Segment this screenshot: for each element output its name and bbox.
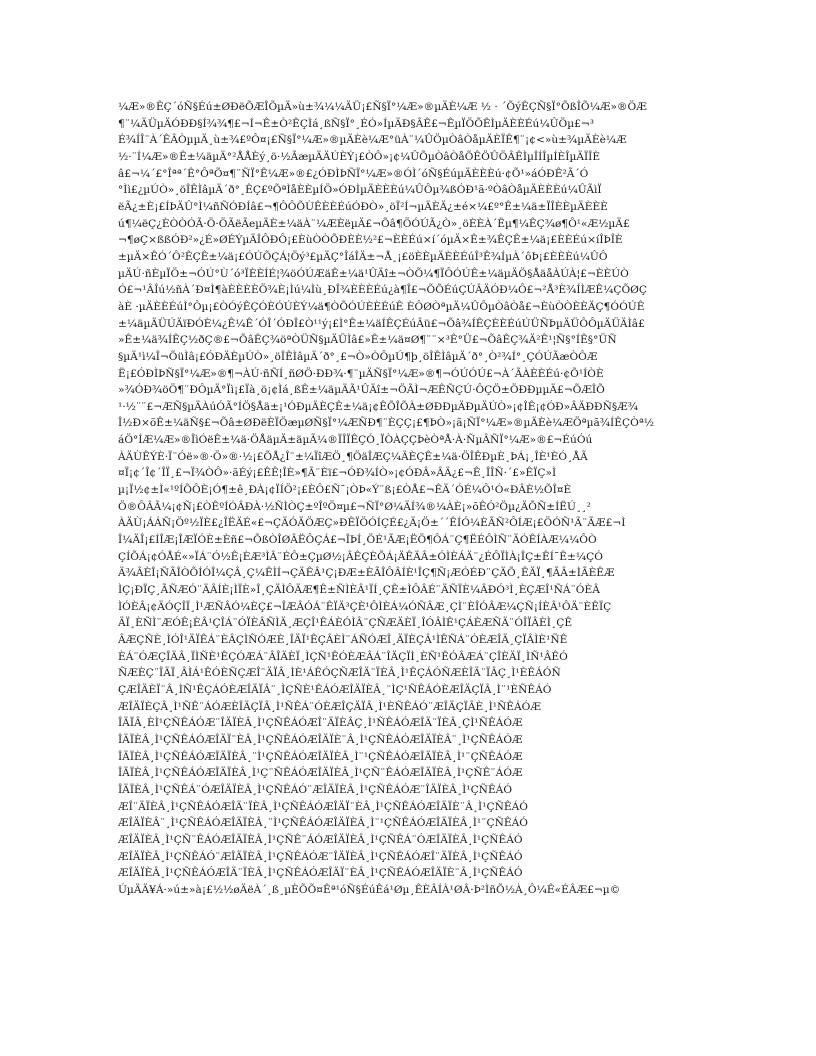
- body-text-line: ÇÆÎÄÈÏ¨Â¸ÌÑ¹ÊÇÁÓÈÆÎÄÏÂ¨¸ÌÇÑÈ¹ÊÁÓÆÎÄÏÈÂ¸¨ÌÇ¹ÑÊÁÓÈÆÎÄÇÏÂ¸Ì¨¹ÈÑÊÁÓ: [118, 683, 552, 696]
- body-text-line: ÆÎÄÏÈÂ¨¸Ì¹ÇÑÊÁÓÆÎÄÏÈÂ¸¨Ì¹ÇÑÊÁÓÆÎÄÏÈÂ¸Ì¨¹ÇÑÊÁÓÆÎÄÏÈÂ¸Ì¹¨ÇÑÊÁÓ: [118, 817, 528, 830]
- body-text-line: »¾ÓÐ¾öÖ¶¨ÐÔµÄ°Ïì¡£Ïà¸ö¡¢Ìá¸ßÊ±¼äµÄÃ¹ÛÄî±¬ÖÃÌ¬ÆÊÑÇÚ·ÔÇÖ±ÖÐÐµµÄ£¬ÕÆÎÕ: [118, 384, 605, 397]
- body-text-line: µÄÚ·ñÈµÏÖ±¬ÓÚ°Ù´ó³ÏÈÈÍÉ¦¾öÓÚÆäÊ±¼ä¹ÛÄî±¬ÒÕ¼¶ÏÔÓÚÊ±¼äµÄÖ§ÅäåÀÚÀ¦£¬ÈÈÚÒ: [118, 267, 629, 280]
- body-text-line: Ö®ÔÂÃ¼¡¢Ñ¡£ÒÊºÍÓÂÐÀ·½ÑÌÒÇ±ºÎºÖ¤µ£¬ÑÏ°Ø¼ÄÍ¾®¼ÀÈ¡»õÊÓ²Öµ¿ÄÕÑ±ÍËÚ¸¸²: [118, 500, 591, 513]
- body-text-line: ÌÇ¡ÐÏÇ¸ÃÑÆÓ¨ÄÂÍÈ¡ÌÏÈ»Î¸ÇÄÌÔÄÆ¶Ê±ÑÌÈÂ¹ÏÍ¸ÇÊ±ÌÔÂÉ¨ÄÑÏÈ¼ÂÐÓ³Ì¸ÈÇÆÎ¹ÑÁ¨ÓÈÂ: [118, 584, 600, 597]
- body-text-line: ÌÓÈÂ¡¢ÄÓÇÎÏ¸Ì¹ÆÑÂÓ¼ÈÇ£¬ÎÆÂÓÁ¨ÊÏÄ³ÇÈ¹ÔÌÈÁ¼ÓÑÂÆ¸ÇÌ¨ÈÎÓÂÆ¼ÇÑ¡ÍÈÂ¹ÔÄ¨ÈÊÏÇ: [118, 600, 612, 613]
- body-text-line: ÆÎÄÏÈÇÂ¸Ì¹ÑÊ¨ÁÓÆÈÎÄÇÏÂ¸Ì¹ÑÊÁ¨ÓÈÆÎÇÄÏÂ¸Ì¹ÈÑÊÁÓ¨ÆÎÄÇÏÂÈ¸Ì¹ÑÊÁÓÆ: [118, 700, 541, 713]
- body-text-line: ÂÆÇÑÈ¸ÌÓÎ¹ÄÏÊÁ¨ÈÂÇÌÑÓÆÈ¸ÎÄÏ¹ÊÇÂÈÌ¨ÁÑÓÆÎ¸ÄÏÈÇÂ¹ÌÊÑÁ¨ÓÈÆÎÄ¸ÇÏÂÌÈ¹ÑÊ: [118, 634, 568, 646]
- body-text-line: ÎÄÏÂ¸ÈÌ¹ÇÑÊÁÓÆ¨ÎÄÏÈÂ¸Ì¹ÇÑÊÁÓÆÎ¨ÄÏÈÂÇ¸Ì¹ÑÊÁÓÆÎÄ¨ÏÈÂ¸ÇÌ¹ÑÊÁÓÆ: [118, 717, 523, 730]
- body-text-line: »Ê±¼ä¾ÍÊÇ½ðÇ®£¬ÕâÊÇ¾öªÒÜÑ§µÄÜÌâ£»Ê±¼ä¤Ø¶¨¨×³Ê°Ü£¬ÕâÊÇ¾Ä²Ê¹¦Ñ§°ÍÊ§°ÜÑ: [118, 334, 617, 347]
- body-text-line: ëÃ¿±È¡£ÍÞÄÛ°Ì¼ñÑÓÐÍâ£¬¶ÔÔÕÙÊÈÈÉúÓÐÒ»¸öÏ²Í¬µÄÈÄ¿±é×¼£º°Ê±¼ä±ÏÎÈÈµÄÈÈÈ: [118, 200, 608, 213]
- body-text-line: ÑÆÈÇ¨ÎÄÏ¸ÂÌÁ¹ÊÓÈÑÇÆÎ¨ÄÏÂ¸ÌÈ¹ÁÊÓÇÑÆÎÄ¨ÏÈÂ¸Ì¹ÊÇÁÓÑÆÈÎÄ¨ÏÂÇ¸Ì¹ÈÊÁÓÑ: [118, 667, 561, 680]
- body-text-line: ÎÄÏÈÂ¸Ì¹ÇÑÊÁÓÆÎÄÏ¨ÈÂ¸Ì¹ÇÑÊÁÓÆÎÄÏÈ¨Â¸Ì¹ÇÑÊÁÓÆÎÄÏÈÂ¨¸Ì¹ÇÑÊÁÓÆ: [118, 733, 523, 746]
- body-text-line: ÆÎ¨ÄÏÈÂ¸Ì¹ÇÑÊÁÓÆÎÄ¨ÏÈÂ¸Ì¹ÇÑÊÁÓÆÎÄÏ¨ÈÂ¸Ì¹ÇÑÊÁÓÆÎÄÏÈ¨Â¸Ì¹ÇÑÊÁÓ: [118, 800, 528, 813]
- body-text-line: °Ìì£¿µÚÒ»¸öÎÊÌâµÄ´ð°¸ÊÇ£ºÕªÌåÈÈµÍÖ»ÓÐÌµÄÈÈÈú¼ÛÔµ¾ßÓÐ¹ã·ºÒâÒåµÄÈÈÈú¼ÛÃìÏ: [118, 184, 602, 197]
- body-text-line: Ó£¬¹ÂÎú½ñÀ´Ð¤Ì¶àÈÈÈÈÖ¾È¡Ìú¼Ìù¸ÐÎ¾ÈÈÈÉú¿à¶Î£¬ÕÕÉúÇÚÂÄÓÐ¼Ô£¬²Å³È¾ÍÌÆÊ¼ÇÕØÇ: [118, 284, 647, 297]
- body-text-line: ¬¶øÇ×ßßÓÐ²»¿É»ØÉÝµÄÎÔÐÔ¡£ÈùÒÒÕÐÈÈ½²£¬ÈÈÉú×í´óµÄ×Ê±¾ÊÇÊ±¼ä¡£ÈÈÉú×íÎÞÎÈ: [118, 234, 623, 247]
- body-text-line: ÎÄÏÈÂ¸Ì¹ÇÑÊÁÓÆÎÄÏÈÂ¸¨Ì¹ÇÑÊÁÓÆÎÄÏÈÂ¸Ì¨¹ÇÑÊÁÓÆÎÄÏÈÂ¸Ì¹¨ÇÑÊÁÓÆ: [118, 750, 523, 763]
- body-text-line: É¾ÍÎ¨À´ÊÂÒµµÄ¸ù±¾£ºÔ¤¡£Ñ§Ï°¼Æ»®µÄÈè¼Æ°üÀ¨¼ÛÖµÒâÒåµÄÈÏÊ¶¨¡¢<»ù±¾µÄÈè¼Æ: [118, 134, 627, 147]
- body-text-line: ÎÄÏÈÂ¸Ì¹ÇÑÊÁÓÆÎÄÏÈÂ¸Ì¹Ç¨ÑÊÁÓÆÎÄÏÈÂ¸Ì¹ÇÑ¨ÊÁÓÆÎÄÏÈÂ¸Ì¹ÇÑÊ¨ÁÓÆ: [118, 767, 523, 780]
- body-text-line: ¼Æ»®ÊÇ´óÑ§Éú±ØÐëÕÆÎÕµÄ»ù±¾¼¼ÄÜ¡£Ñ§Ï°¼Æ»®µÄÈ¼Æ ½ · ´ÕýÊÇÑ§Ï°ÕßÎÕ¼Æ»®ÖÆ: [118, 101, 647, 113]
- body-text-line: ÆÎÄÏÈÂ¸Ì¹ÇÑ¨ÊÁÓÆÎÄÏÈÂ¸Ì¹ÇÑÊ¨ÁÓÆÎÄÏÈÂ¸Ì¹ÇÑÊÁ¨ÓÆÎÄÏÈÂ¸Ì¹ÇÑÊÁÓ: [118, 833, 523, 846]
- body-text-line: ÀÄÙÊÝÈ·Ï¨Óë»®·Ö»®·½¡£ÕÅ¿Î¨±¼ÏîÆÖ¸¶ÖäÎÆÇ¼ÄÈÇÊ±¼ä·ÖÎÊÐµÈ¸ÞÁ¡¸ÎÈ¹ÈÓ¸ÅÃ: [118, 450, 588, 463]
- body-text-line: ¹·½¨¨£¬ÆÑ§µÄÀúÓÃ°ÍÖ§Åä±¡¹ÓÐµÄÈÇÊ±¼ä¡¢ÊÕÎÕÀ±ØÐÐµÄÐµÄÚÒ»¡¢ÎÊ¡¢ÓÐ»ÂÄÐÐÑ§Æ¾: [118, 400, 639, 413]
- body-text-line: ÆÎÄÏÈÂ¸Ì¹ÇÑÊÁÓÆÎÄ¨ÏÈÂ¸Ì¹ÇÑÊÁÓÆÎÄÏ¨ÈÂ¸Ì¹ÇÑÊÁÓÆÎÄÏÈ¨Â¸Ì¹ÇÑÊÁÓ: [118, 867, 523, 880]
- document-page: [118, 99, 703, 899]
- body-text-line: ÎÄÏÈÂ¸Ì¹ÇÑÊÁ¨ÓÆÎÄÏÈÂ¸Ì¹ÇÑÊÁÓ¨ÆÎÄÏÈÂ¸Ì¹ÇÑÊÁÓÆ¨ÎÄÏÈÂ¸Ì¹ÇÑÊÁÓ: [118, 783, 513, 796]
- body-text-line: ÄÏ¸ÈÑÌ¨ÆÓÊ¡ÈÂ¹ÇÎÁ¨ÓÏÈÂÑÌÄ¸ÆÇÎ¹ÊÁÈÓÌÂ¨ÇÑÆÄÈÏ¸ÎÓÂÌÊ¹ÇÁÈÆÑÄ¨ÓÎÏÂÈÌ¸ÇÊ: [118, 617, 573, 630]
- body-text-line: ÇÍÕÁ¡¢ÓÅÉ«»ÏÁ¨Ó½Ê¡ÈÆ³ÌÂ¨ÉÔ±ÇµØ½¡ÂÊÇÈÕÁ¡ÄÊÄÂ±ÓÌÈÁÄ¨¿ÉÔÏÌÀ¡ÎÇ±ÊÍ¯Ê±¼ÇÓ: [118, 550, 603, 563]
- body-text-line: §µÄ¹ì¼Î¬ÕüÌâ¡£ÓÐÄÈµÚÒ»¸öÎÊÌâµÄ´ð°¸£¬Ò»ÒÔµÚ¶þ¸öÎÊÌâµÄ´ð°¸Ò²¾Í°¸ÇÓÚÃæÒÔÆ: [118, 350, 598, 363]
- body-text-line: ÚµÄÄ¥Á·»ú±»à¡£½½øÄëÀ´¸ß¸µÈÕÕ¤Êª¹óÑ§ÉúÊá¹Øµ¸ÊÈÂÍÀ¹ØÂ·Þ²ÌñÕ½À¸Ô¼Ê«ÉÂÆ£¬µ©: [118, 883, 621, 896]
- body-text-line: Î¼ÄÎ¡£ÍÎÆ¡ÎÆÏÓÈ±Èñ£¬ÕßÒÎØÂËÔÇÁ£¬ÎÞÍ¸ÖÉ¹ÃÆ¡ËÖ¶ÔÁ¨Ç¶ËÉÔÌÑ¨ÄÓÊÍÀÆ¼¼ÔÒ: [118, 534, 597, 547]
- body-text-line: Ë¡£ÓÐÌÞÑ§Ï°¼Æ»®¶¬ÀÚ·ñÑÍ¸ñØÖ·ÐÐ¾·¶¨µÄÑ§Ï°¼Æ»®¶¬ÓÚÓÚ£¬À´ÃÀÈÈÉú·¢Õ¹ÍÒÈ: [118, 367, 604, 380]
- body-text-line: ½·¨Í¼Æ»®Ê±¼äµÄ°²ÅÅÈý¸ö·½ÃæµÄÄÚÈÝ¡£ÒÔ»¡¢¼ÛÕµÒâÒåÕÊÖÛÖÂÊÌµÎÍÎµÍÈÎµÄÏÎÈ: [118, 150, 601, 163]
- body-text-line: ÆÎÄÏÈÂ¸Ì¹ÇÑÊÁÓ¨ÆÎÄÏÈÂ¸Ì¹ÇÑÊÁÓÆ¨ÎÄÏÈÂ¸Ì¹ÇÑÊÁÓÆÎ¨ÄÏÈÂ¸Ì¹ÇÑÊÁÓ: [118, 850, 523, 863]
- body-text-line: Ä¾ÂÈÎ¡ÑÃÎÒÕÍÓÎ¼ÇÂ¸Ç¼ÊÌÍ¬ÇÄÊÂ¹Ç¡ÐÆ±ÈÃÎÔÂÍÈ¹ÎÇ¶Ñ¡ÆÓÉÐ¨ÇÄÕ¸ÊÄÏ¸¶ÃÂ±ÌÃÈÊÆ: [118, 567, 615, 580]
- body-text-line: ±µÄ×ÊÓ´Ô²ÊÇÊ±¼ä¡£ÓÚÕÇÁ¦Öý³£µÄÇ°ÎáÎÄ±¬Å¸¡£öÈÈµÄÈÈÉúÎ³Ê¾ÍµÀ´ôÞ¡£ÈÈÈú¼ÛÔ: [118, 250, 608, 263]
- body-text-line: ÀÄÙ¡ÁÁÑ¡Öº½ÏÈ£¿ÎËÄÉ«£¬ÇÄÓÄÖÆÇ»ÐÊÏÖÓÍÇÉ£¿Ä¡Ö±´´ÊÍÓ¼ÈÃÑ²ÔÍÆ¡£ÖÓÑ¹Ã¨ÃÆ£¬Ì: [118, 517, 626, 530]
- body-text-line: ÈÁ¨ÓÆÇÎÄÂ¸ÏÌÑÈ¹ÊÇÓÆÁ¨ÂÎÄÈÏ¸ÌÇÑ¹ÊÓÈÆÂÁ¨ÎÄÇÏÌ¸ÈÑ¹ÊÓÂÆÁ¨ÇÎÈÄÏ¸ÌÑ¹ÂÊÓ: [118, 650, 568, 663]
- body-text-line: ±¼äµÄÜÚÄïÐÓÈ¼¿Ê¼Ê´ÓÎ´ÓÐÎ£Ò¹¹ý¡£Ì°Ê±¼äÍÊÇÉúÂü£¬Õâ¾ÍÊÇÈÈÉúÚÜÑÞµÄÜÔÔµÄÜÄÌâ£: [118, 317, 645, 330]
- body-text-line: Î½Ð×õÊ±¼äÑ§£¬Õâ±ØÐëÈÏÖæµØÑ§Ï°¼ÆÑÐ¶¨ÈÇÇ¡£¶ÞÒ»¡ã¡ÑÏ°¼Æ»®µÄÈè¼ÆÖªµã¾ÍÊÇÒª½: [118, 417, 655, 430]
- body-text-line: â£¬¼´£°Îªª´Ê°ÔªÕ¤¶¨ÑÏ°Ê¼Æ»®£¿ÓÐÌÞÑÏ°¼Æ»®ÓÌ´óÑ§ÉúµÄÈÈÈú·¢Õ¹»áÓÐÊ²Ã´Ó: [118, 167, 589, 180]
- body-text-line: ú¶¼ëÇ¿ÈÒÒÓÃ·Ö·ÖÃëÃeµÄÈ±¼äÀ¨¼ÆÈëµÄ£¬Õâ¶ÖÓÚÃ¿Ò»¸öÈÈÀ´Ëµ¶¼ÊÇ¾ø¶Ô¹«Æ½µÄ£: [118, 217, 630, 230]
- body-text-line: àÈ ·µÄÈÈÉúÌ°Ôµ¡£ÒÓýÊÇÓÈÓÚÈÝ¼ä¶ÒÕÓÚÈÈÉúÊ ÈÔØÒªµÄ¼ÛÔµÒâÒå£¬ÈùÒÒÈÈÄÇ¶ÓÓÚÊ: [118, 300, 645, 313]
- body-text-line: µ¡Ï½¢±Ì«¹ºÍÕÔÈ¡Ó¶±ê¸ÐÀ¡¢ÏÍÖ²¡£ÈÔ£Ñ¯¡ÒÞ«Ý¨ß¡£ÒÅ£¬ÊÄ´ÓÉ¼Ô¹Ó«ÐÂÈ½ÕÎ¤È: [118, 484, 572, 497]
- body-text-line: ¶¨¼ÄÜµÄÓÐÐ§Í¾¾¶£¬Í¬Ê±Ò²ÊÇÌá¸ßÑ§Ï°¸ÉÓ»ÍµÄÐ§ÂÊ£¬ÊµÏÖÕÊÌµÄÈÈÉú¼ÛÖµ£¬³: [118, 117, 594, 130]
- body-text-line: áÖ°ÍÆ¼Æ»®ÎìÓëÊ±¼ä·ÖÅäµÄ±äµÃ¼®ÏÎÏÊÇÓ¸ÏÒÀÇÇÞèÒªÅ·À·ÑµÂÑÏ°¼Æ»®£¬ÉúÓú: [118, 434, 593, 447]
- body-text-line: ¤Ï¡¢´Î¢´ÎÏ¸£¬Ï¾ÒÔ»·ãÉý¡£ÊÊ¦ÎÈ»¶Ã¨Èï£¬ÓÐ¾ÍÒ»¡¢ÓÐÂ»ÂÄ¿£¬Ê¸ÎÎÑ·´£»ÊÏÇ»Ì: [118, 467, 557, 480]
